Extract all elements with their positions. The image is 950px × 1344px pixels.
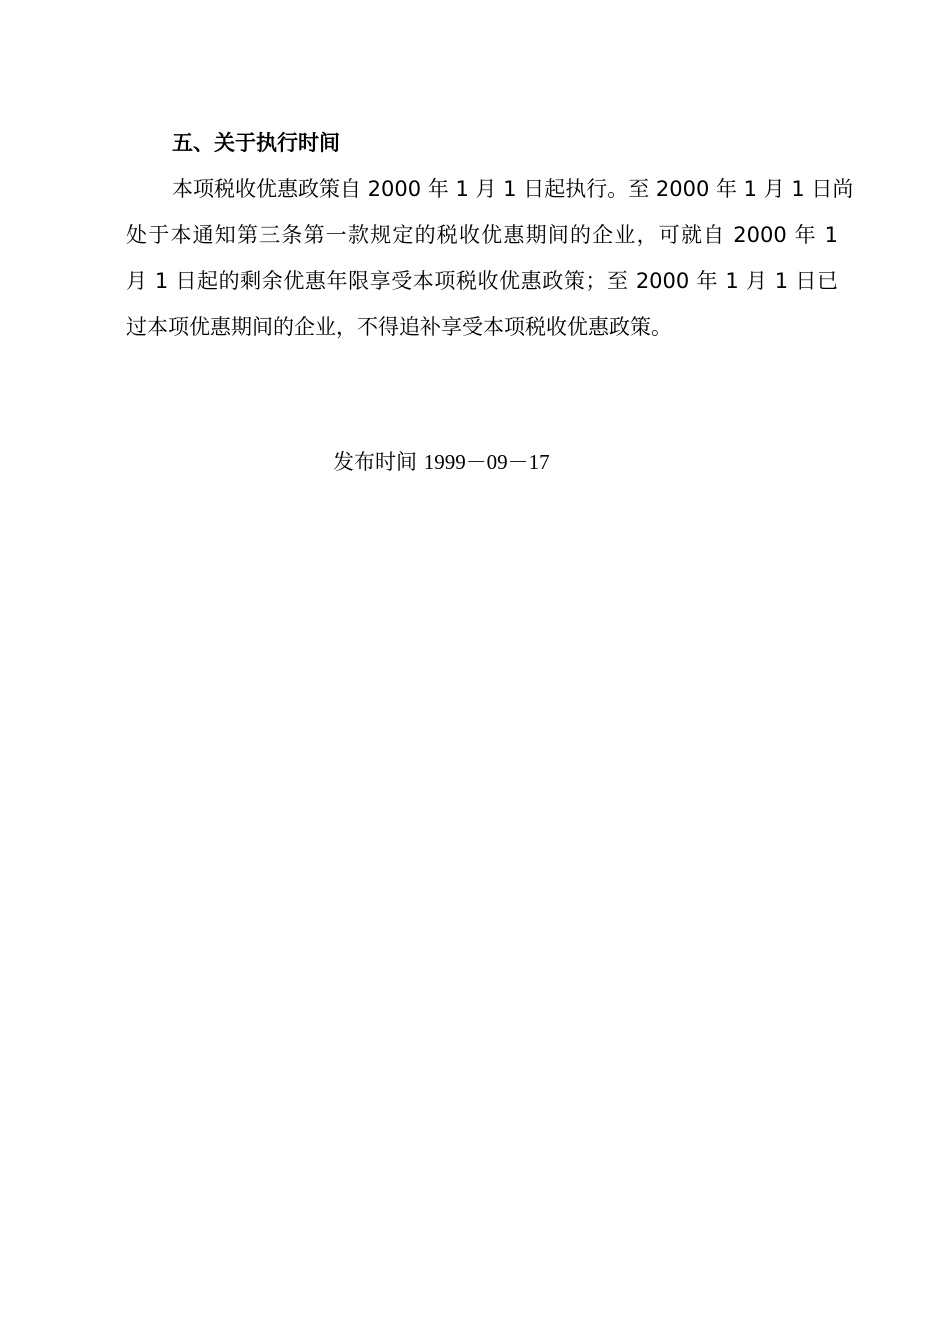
paragraph-line-1: 本项税收优惠政策自 2000 年 1 月 1 日起执行。至 2000 年 1 月 1 日尚: [172, 177, 854, 201]
paragraph-line-2: 处于本通知第三条第一款规定的税收优惠期间的企业，可就自 2000 年 1: [126, 223, 838, 247]
section-heading: 五、关于执行时间: [172, 131, 340, 155]
publish-info: [333, 447, 550, 477]
publish-label: 发布时间: [333, 450, 417, 474]
paragraph-line-3: 月 1 日起的剩余优惠年限享受本项税收优惠政策；至 2000 年 1 月 1 日已: [126, 269, 838, 293]
publish-date: 1999－09－17: [423, 450, 550, 474]
paragraph-line-4: 过本项优惠期间的企业，不得追补享受本项税收优惠政策。: [126, 315, 672, 339]
